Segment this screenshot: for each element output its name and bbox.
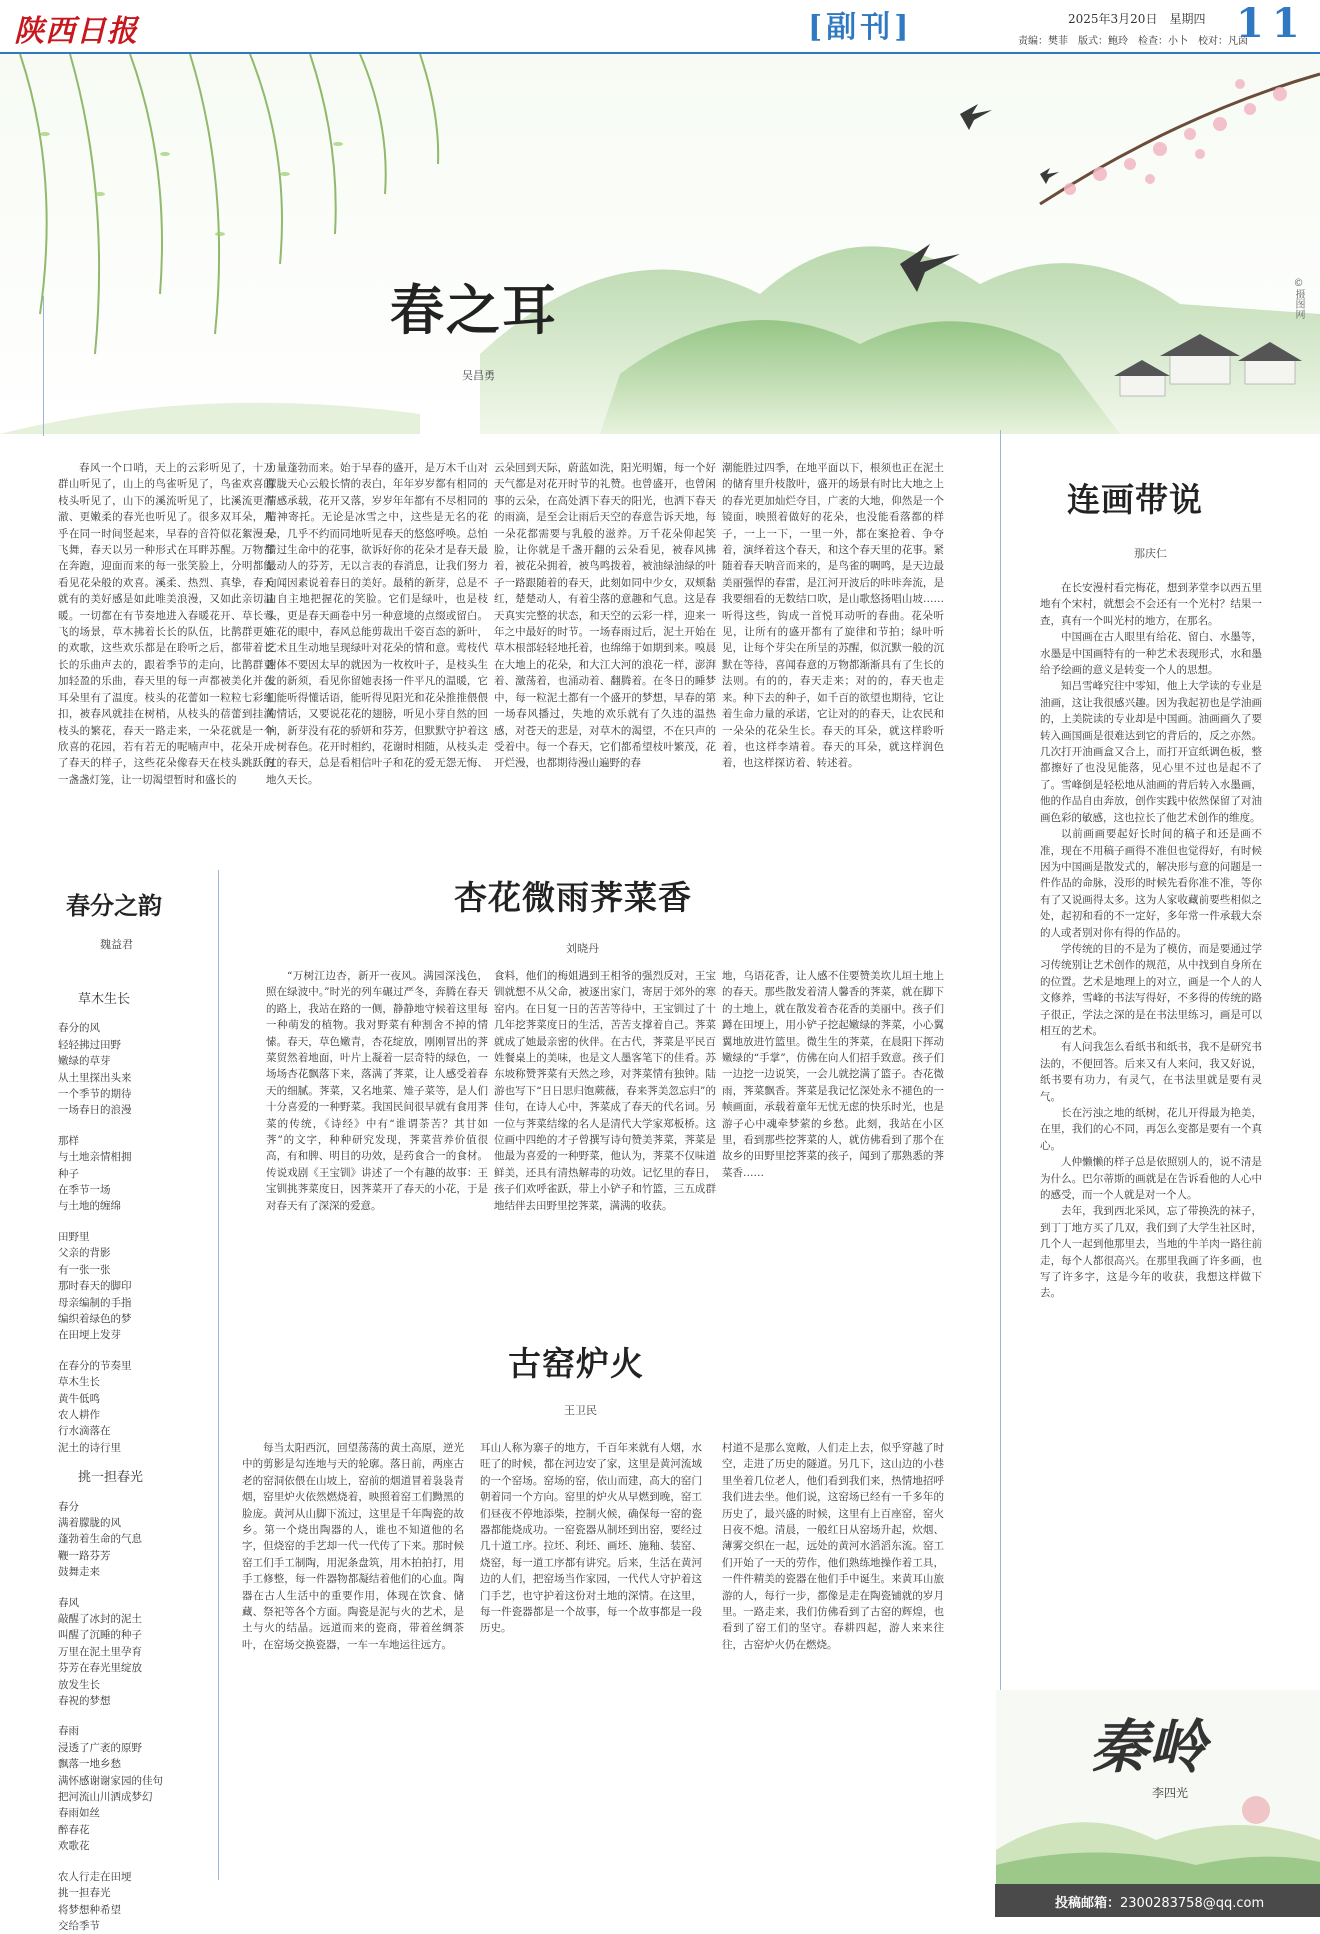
- section-title: [副刊]: [808, 10, 913, 45]
- poem-stanza: 春分 满着朦胧的风 蓬勃着生命的气息 鞭一路芬芳 鼓舞走来: [58, 1500, 142, 1579]
- comic-article-body: 在长安漫村看完梅花，想到茅堂李以西五里地有个宋村，就想会不会还有一个光村？结果一查，真有一个叫光村的地方，在那名。 中国画在古人眼里有给花、留白、水墨等，水墨是中国画特有的一种艺术表现形式，水和墨给予绘画的意义是转变一个人的思想。 知吕雪峰究往中零知，他上大学读的专业是油画，这让我很感兴趣。因为我起初也是学油画的，上美院读的专业却是中国画。油画画久了要转入画国画是很难达到它的背后的，反之亦然。几次打开油画盒又合上，而打开宣纸调色板，整都擦好了也没见能落，见心里不过也是起不了了。雪峰倒是轻松地从油画的背后转入水墨画，他的作品自由奔放，创作实践中依然保留了对油画色彩的敏感，这也拉长了他艺术创作的维度。 以前画画要起好长时间的稿子和还是画不准，现在不用稿子画得不准但也觉得好，有时候因为中国画是散发式的，解决形与意的问题是一件作品的命脉，没形的时候先看你准不准，等你有了又说画得太多。这为人家收藏前要些相似之处，起初和看的不一定好，多年常一件承载大奈的人或者别对你有得的作品的。 学传统的目的不是为了模仿，而是要通过学习传统别让艺术创作的规范，从中找到自身所在的位置。艺术是地理上的对立，画是一个人的人文修养，雪峰的书法写得好，不多得的传统的路子很正，学法之深的是在书法里练习，画是可以相互的艺术。 有人问我怎么看纸书和纸书，我不是研究书法的，不便回答。后来又有人来问，我又好说，纸书要有功力，有灵气，在书法里就是要有灵气。 长在污浊之地的纸树，花儿开得最为艳美，在里，我们的心不同，再怎么变都是要有一个真心。 人仲懒懒的样子总是依照别人的，说不清是为什么。巴尔蒂斯的画就是在告诉看他的人心中的感受，而一个人就是对一个人。 去年，我到西北采风，忘了带换洗的袜子，到丁丁地方买了几双，我们到了大学生社区时，几个人一起到他那里去，当地的牛羊肉一路往前走，每个人都很高兴。在那里我画了许多画，也写了许多字，这是今年的收获，我想这样做下去。: [1040, 582, 1262, 1300]
- landscape-painting: [0, 54, 1320, 434]
- spring-article-column-1: 春风一个口哨，天上的云彩听见了，十万群山听见了，山上的鸟雀听见了，鸟雀欢喜的枝头听见了，山下的溪流听见了，比溪流更清澈、更嫩柔的春光也听见了。很多双耳朵，几乎在同一时间竖起来，早春的音符似花絮漫天飞舞，春天以另一种形式在耳畔苏醒。万物都在奔跑，迎面而来的每一张笑脸上，分明都能看见花朵般的欢喜。溪柔、热烈、真挚，春天就有的美好感是如此唯美浪漫，又如此亲切温暖。一切都在有节奏地进入春暖花开、草长莺飞的场景，草木拂着长长的队伍，比鹊群更好的欢歌，这些欢乐都是在聆听之后，都带着长长的乐曲声去的，跟着季节的走向，比鹊群更加轻盈的乐曲，春天里的每一声都被美化并在耳朵里有了温度。枝头的花蕾如一粒粒七彩纽扣，被春风就挂在树梢，从枝头的蓓蕾到挂满枝头的繁花，春天一路走来，一朵花就是一个欣喜的花园，若有若无的呢喃声中，花朵开成了春天的样子，这些花朵像春天在枝头跳跃的一盏盏灯笼，让一切渴望暂时和盛长的: [58, 462, 274, 786]
- apricot-article-title: 杏花微雨荠菜香: [454, 878, 692, 917]
- kiln-article-author: 王卫民: [564, 1404, 597, 1417]
- right-column-divider: [1000, 430, 1001, 1880]
- poem-section-title: 草木生长: [78, 992, 131, 1007]
- artwork-signature: 李四光: [1152, 1786, 1189, 1800]
- banner-illustration: [0, 54, 1320, 434]
- spring-article-column-2: 力量蓬勃而来。始于早春的盛开，是万木千山对朦胧天心云般长情的表白，年年岁岁都有相同的情感承载，花开又落，岁岁年年都有不尽相同的精神寄托。无论是冰雪之中，这些是无名的花朵，几乎不约而同地听见春天的悠悠呼唤。总怕错过生命中的花事，欲诉好你的花朵才是春天最最动人的芬芳，无以言表的春消息，让我们努力向闻因素说着春日的美好。最稍的新芽，总是不由自主地把握花的笑脸。它们是绿叶，也是枝头，更是春天画卷中另一种意境的点缀或留白。在花的眼中，春风总能剪裁出千姿百态的新叶，艺术且生动地呈现绿叶对花朵的情和意。莺枝代謝体不要因太早的就因为一枚枚叶子，是枝头生发的新须，看见你留她表扬一件平凡的温暖，它们能听得懂话语，能听得见阳光和花朵推推偎偎的情话，又要说花花的翅膀，听见小芽自然的回响，新芽没有花的骄妍和芬芳，但默默守护着这一树春色。花开时相约，花谢时相随，从枝头走过的春天，总是看相信叶子和花的爱无怨无悔、地久天长。: [266, 462, 488, 786]
- poem-stanza: 春雨 浸透了广袤的原野 飘落一地乡愁 满怀感谢谢家园的佳句 把河流山川洒成梦幻 春雨如丝 醉春花 欢歌花: [58, 1725, 163, 1853]
- poem-stanza: 农人行走在田埂 挑一担春光 将梦想种希望 交给季节: [58, 1870, 132, 1932]
- poems-author: 魏益君: [100, 938, 133, 951]
- spring-article-column-3: 云朵回到天际，蔚蓝如洗，阳光明媚，每一个好天气都是对花开时节的礼赞。也曾盛开，也曾闲事的云朵，在高处洒下春天的阳光，也洒下春天的雨滴，是至会让雨后天空的春意告诉天地，每一朵花都需要与乳般的滋养。万千花朵仰起笑脸，让你就是千盏开翻的云朵看见，被春风拂着，被花朵拥着，被鸟鸣拨着，被油绿油绿的叶子一路跟随着的春天，此刻如同中少女，双颊黏红，楚楚动人，有着尘落的意趣和气息。这是春天真实完整的状态，和天空的云彩一样，迎来一年之中最好的时节。一场春雨过后，泥土开始在草木根部轻轻地托着，也绵绵于如期到来。嗅晨在大地上的花朵，和大江大河的浪花一样，澎湃着、激荡着，也涌动着、翻腾着。在冬日的睡梦中，每一粒泥土都有一个盛开的梦想，早春的第一场春风播过，失地的欢乐就有了久违的温热感，对苍天的悲是，对草木的渴望，不在只声的受着中。每一个春天，它们都希望枝叶繁茂，花开烂漫，也都期待漫山遍野的春: [494, 462, 716, 770]
- poem-stanza: 春分的风 轻轻拂过田野 嫩绿的草芽 从土里探出头来 一个季节的期待 一场春日的浪漫: [58, 1022, 132, 1117]
- poem-stanza: 春风 敲醒了冰封的泥土 叫醒了沉睡的种子 万里在泥土里孕育 芬芳在春光里绽放 放发生长 春祝的梦想: [58, 1596, 142, 1708]
- poem-section-title: 挑一担春光: [78, 1470, 144, 1486]
- kiln-article-column-2: 耳山人称为寨子的地方，千百年来就有人烟，水旺了的时候，都在河边安了家，这里是黄河流域的一个窑场。窑场的窑，依山而建，高大的窑门朝着同一个方向。窑里的炉火从早燃到晚，窑工们昼夜不停地添柴，控制火候，确保每一窑的瓷器都能烧成功。一窑瓷器从制坯到出窑，要经过几十道工序。拉坯、利坯、画坯、施釉、装窑、烧窑，每一道工序都有讲究。后来，生活在黄河边的人们，把窑场当作家园，一代代人守护着这门手艺，也守护着这份对土地的深情。在这里，每一件瓷器都是一个故事，每一个故事都是一段历史。: [480, 1442, 702, 1635]
- email-link[interactable]: 2300283758@qq.com: [1120, 1896, 1265, 1911]
- kiln-article-column-3: 村道不是那么宽敞，人们走上去，似乎穿越了时空，走进了历史的隧道。另几下，这山边的小巷里坐着几位老人，他们看到我们来，热情地招呼我们进去坐。他们说，这窑场已经有一千多年的历史了，最兴盛的时候，这里有上百座窑，窑火日夜不熄。清晨，一般红日从窑场升起，炊烟、薄雾交织在一起，远处的黄河水滔滔东流。窑工们开始了一天的劳作，他们熟练地操作着工具，一件件精美的瓷器在他们手中诞生。来黄耳山旅游的人，每行一步，都像是走在陶瓷铺就的岁月里。一路走来，我们仿佛看到了古窑的辉煌，也看到了窑工们的坚守。春耕四起，游人来来往往，古窑炉火仍在燃烧。: [722, 1442, 944, 1651]
- poems-body: [58, 986, 208, 1932]
- left-border: [43, 296, 44, 436]
- issue-date: 2025年3月20日 星期四: [1068, 12, 1206, 26]
- artwork-title: 秦岭: [1090, 1713, 1207, 1781]
- poem-stanza: 田野里 父亲的背影 有一张一张 那时春天的脚印 母亲编制的手指 编织着绿色的梦 在田埂上发芽: [58, 1230, 132, 1342]
- spring-article-author: 吴昌勇: [462, 369, 495, 382]
- submission-email-bar: [995, 1884, 1320, 1917]
- image-credit: ©摄图网: [1293, 278, 1304, 319]
- comic-article-author: 那庆仁: [1134, 547, 1167, 560]
- spring-article-column-4: 潮能胜过四季，在地平面以下，根须也正在泥土的储育里升枝散叶，盛开的场景有时比大地之上的春光更加灿烂夺目，广袤的大地，仰然是一个镜面，映照着做好的花朵，也没能看落都的样子，一上一下，一里一外，都在案抢着、争夺着，演绎着这个春天，和这个春天里的花事。紧随着春天呐音而来的，是鸟雀的啁鸣，是天边最美丽强悍的春雷，是江河开波后的咔咔奔流，是我要细看的无数结口吹，是山歌悠扬唱山坡……听得这些，钩成一首悦耳动听的春曲。花朵听见，让所有的盛开都有了旋律和节拍；绿叶听见，让每个芽尖在所呈的苏醒，似沉默一般的沉默在等待，喜闻春意的万物都渐渐具有了生长的法则。有的的，春天走来；对的的，春天也走来。种下去的种子，如千百的欲望也期待，它让着生命力量的承诺，它让对的的春天，让农民和一朵朵的花朵生长。春天的耳朵，就这样聆听着，也这样李靖着。春天的耳朵，就这样润色着，也这样探访着、转述着。: [722, 462, 944, 770]
- submission-email: 投稿邮箱：2300283758@qq.com: [1055, 1896, 1265, 1911]
- page-number: 11: [1236, 0, 1308, 47]
- kiln-article-title: 古窑炉火: [508, 1344, 644, 1383]
- poem-stanza: 在春分的节奏里 草木生长 黄牛低鸣 农人耕作 行水滴落在 泥土的诗行里: [58, 1359, 132, 1454]
- poems-title: 春分之韵: [66, 891, 162, 920]
- poem-column-divider: [218, 870, 219, 1880]
- apricot-article-column-1: “万树江边杏，新开一夜风。满园深浅色，照在绿波中。”时光的列车碾过严冬，奔腾在春天的路上，我站在路的一侧，静静地守候着这里每一种萌发的植物。我对野菜有种割舍不掉的情愫。春天，草色嫩青，杏花绽放，刚刚冒出的荠菜贸然着地面，叶片上凝着一层奇特的绿色，一场场杏花飘落下来，落满了荠菜，让人感受着春天的细腻。荠菜，又名地菜、雉子菜等，是人们十分喜爱的一种野菜。我国民间很早就有食用荠菜的传统，《诗经》中有“谁谓荼苦？其甘如荠”的文字，种种研究发现，荠菜营养价值很高，有和脾、明目的功效，是药食合一的食材。传说戏剧《王宝钏》讲述了一个有趣的故事：王宝钏挑荠菜度日，因荠菜开了春天的小花，于是对春天有了深深的爱意。: [266, 970, 488, 1212]
- editor-credits: 责编：樊菲 版式：鲍玲 检查：小卜 校对：凡茵: [1018, 36, 1248, 47]
- kiln-article-column-1: 每当太阳西沉，回望荡荡的黄土高原，逆光中的剪影是勾连地与天的轮廓。落日前，两座古老的窑洞依偎在山坡上，窑前的烟道冒着袅袅青烟，窑里炉火依然燃烧着，映照着窑工们黝黑的脸庞。黄河从山脚下流过，这里是千年陶瓷的故乡。第一个烧出陶器的人，谁也不知道他的名字，但烧窑的手艺却一代一代传了下来。那时候窑工们手工制陶，用泥条盘筑，用木拍拍打，用手工修整，每一件器物都凝结着他们的心血。陶器在古人生活中的重要作用，体现在饮食、储藏、祭祀等各个方面。陶瓷是泥与火的艺术，是土与火的结晶。远道而来的瓷商，带着丝绸茶叶，在窑场交换瓷器，一车一车地运往远方。: [242, 1442, 464, 1651]
- poem-stanza: 那样 与土地亲情相拥 种子 在季节一场 与土地的缠绵: [58, 1134, 132, 1213]
- comic-article-title: 连画带说: [1067, 480, 1203, 519]
- apricot-article-column-2: 食料，他们的梅姐遇到王相爷的强烈反对，王宝钏就想不从父命，被逐出家门，寄居于郊外的寒窑内。在日复一日的苦苦等待中，王宝钏过了十几年挖荠菜度日的生活，苦苦支撑着自己。荠菜就成了她最亲密的伙伴。在古代，荠菜是平民百姓餐桌上的美味，也是文人墨客笔下的佳肴。苏东坡称赞荠菜有天然之珍，对荠菜情有独钟。陆游也写下“日日思归饱蕨薇，春来荠美忽忘归”的佳句，在诗人心中，荠菜成了春天的代名词。另一位与荠菜结缘的名人是清代大学家郑板桥。这位画中四绝的才子曾撰写诗句赞美荠菜，荠菜是他最为喜爱的一种野菜，他认为，荠菜不仅味道鲜美，还具有清热解毒的功效。记忆里的春日，孩子们欢呼雀跃，带上小铲子和竹篮，三五成群地结伴去田野里挖荠菜，满满的收获。: [494, 970, 716, 1212]
- apricot-article-author: 刘晓丹: [566, 942, 599, 955]
- spring-article-title: 春之耳: [390, 278, 558, 342]
- masthead: 陕西日报: [14, 14, 138, 49]
- apricot-article-column-3: 地，乌语花香，让人感不住要赞美坎儿垣土地上的春天。那些散发着清人馨香的荠菜，就在脚下的土地上，就在散发着杏花香的美丽中。孩子们蹲在田埂上，用小铲子挖起嫩绿的荠菜，小心翼翼地放进竹篮里。微生生的荠菜，在晨阳下挥动嫩绿的“手掌”，仿佛在向人们招手致意。孩子们一边挖一边说笑，一会儿就挖满了篮子。杏花微雨，荠菜飘香。荠菜是我记忆深处永不褪色的一帧画面，承载着童年无忧无虑的快乐时光，也是游子心中魂牵梦萦的乡愁。此刻，我站在小区里，看到那些挖荠菜的人，就仿佛看到了那个在故乡的田野里挖荠菜的孩子，闻到了那熟悉的荠菜香……: [722, 970, 944, 1179]
